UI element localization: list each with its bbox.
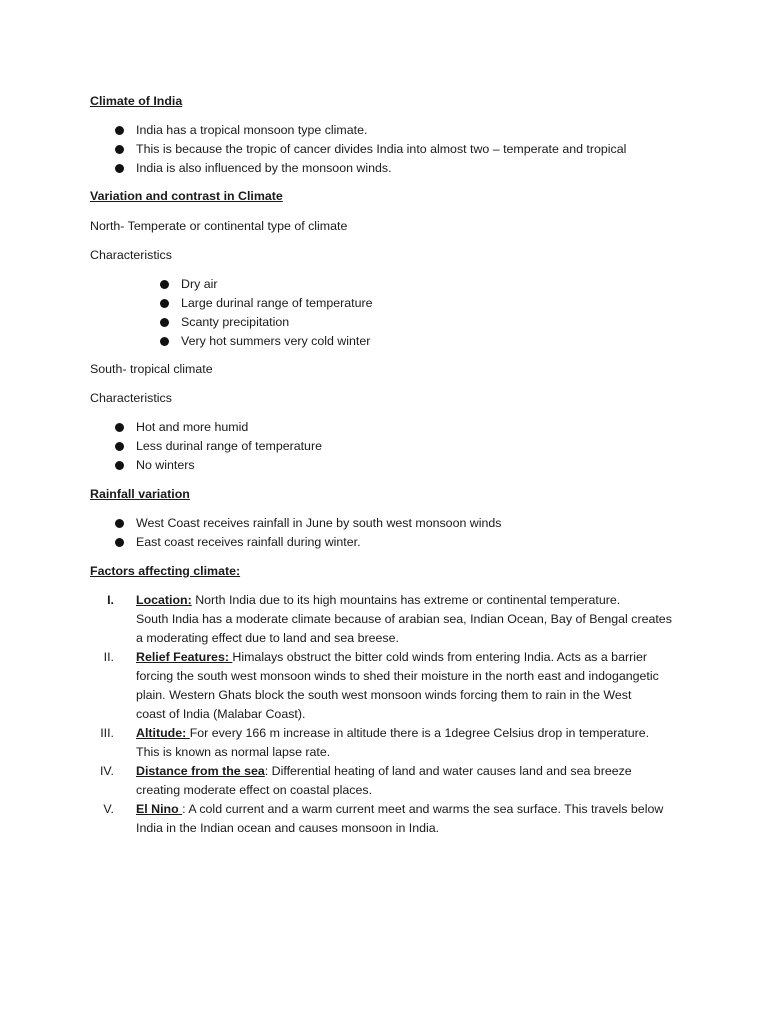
factor-term: Distance from the sea [136, 764, 265, 778]
intro-bullet-list [136, 121, 626, 178]
factors-heading: Factors affecting climate: [90, 564, 241, 578]
list-item: West Coast receives rainfall in June by south west monsoon winds [136, 514, 501, 533]
rainfall-bullet-list [136, 514, 501, 552]
north-line: North- Temperate or continental type of climate [90, 219, 348, 233]
factor-text: a moderating effect due to land and sea breese. [136, 631, 399, 645]
factor-number: I. [107, 593, 114, 607]
list-item: East coast receives rainfall during winter. [136, 533, 501, 552]
factor-text: forcing the south west monsoon winds to shed their moisture in the north east and indogangetic [136, 669, 659, 683]
list-item: Dry air [181, 275, 373, 294]
list-item: Very hot summers very cold winter [181, 332, 373, 351]
factor-text: Himalays obstruct the bitter cold winds from entering India. Acts as a barrier [232, 650, 647, 664]
factor-text: : A cold current and a warm current meet and warms the sea surface. This travels below [182, 802, 664, 816]
factor-item-relief [103, 648, 696, 724]
factors-list [99, 591, 696, 838]
factor-text: India in the Indian ocean and causes monsoon in India. [136, 821, 440, 835]
factor-term: El Nino [136, 802, 183, 816]
factor-number: V. [103, 802, 114, 816]
factor-text: : Differential heating of land and water causes land and sea breeze [264, 764, 632, 778]
list-item: India has a tropical monsoon type climate. [136, 121, 626, 140]
list-item: No winters [136, 456, 322, 475]
list-item: This is because the tropic of cancer divides India into almost two – temperate and tropical [136, 140, 626, 159]
south-line: South- tropical climate [90, 362, 213, 376]
factor-term: Location: [136, 593, 192, 607]
factor-text: South India has a moderate climate because of arabian sea, Indian Ocean, Bay of Bengal creates [136, 612, 672, 626]
factor-item-location [107, 591, 696, 648]
factor-number: III. [100, 726, 114, 740]
list-item: Large durinal range of temperature [181, 294, 373, 313]
factor-item-el-nino [103, 800, 696, 838]
factor-number: II. [103, 650, 114, 664]
factor-term: Altitude: [136, 726, 190, 740]
south-bullet-list [136, 418, 322, 475]
factor-text: plain. Western Ghats block the south west monsoon winds forcing them to rain in the West [136, 688, 632, 702]
factor-text: For every 166 m increase in altitude there is a 1degree Celsius drop in temperature. [189, 726, 650, 740]
list-item: Scanty precipitation [181, 313, 373, 332]
north-characteristics-label: Characteristics [90, 248, 172, 262]
list-item: India is also influenced by the monsoon winds. [136, 159, 626, 178]
south-characteristics-label: Characteristics [90, 391, 172, 405]
factor-item-distance [99, 762, 696, 800]
factor-text: coast of India (Malabar Coast). [136, 707, 306, 721]
factor-text: North India due to its high mountains has extreme or continental temperature. [191, 593, 621, 607]
factor-text: This is known as normal lapse rate. [136, 745, 331, 759]
factor-item-altitude [100, 724, 696, 762]
variation-heading: Variation and contrast in Climate [90, 189, 283, 203]
factor-term: Relief Features: [136, 650, 233, 664]
title-heading: Climate of India [90, 94, 183, 108]
list-item: Hot and more humid [136, 418, 322, 437]
north-bullet-list [181, 275, 373, 351]
list-item: Less durinal range of temperature [136, 437, 322, 456]
factor-text: creating moderate effect on coastal places. [136, 783, 373, 797]
factor-number: IV. [99, 764, 114, 778]
rainfall-heading: Rainfall variation [90, 487, 190, 501]
